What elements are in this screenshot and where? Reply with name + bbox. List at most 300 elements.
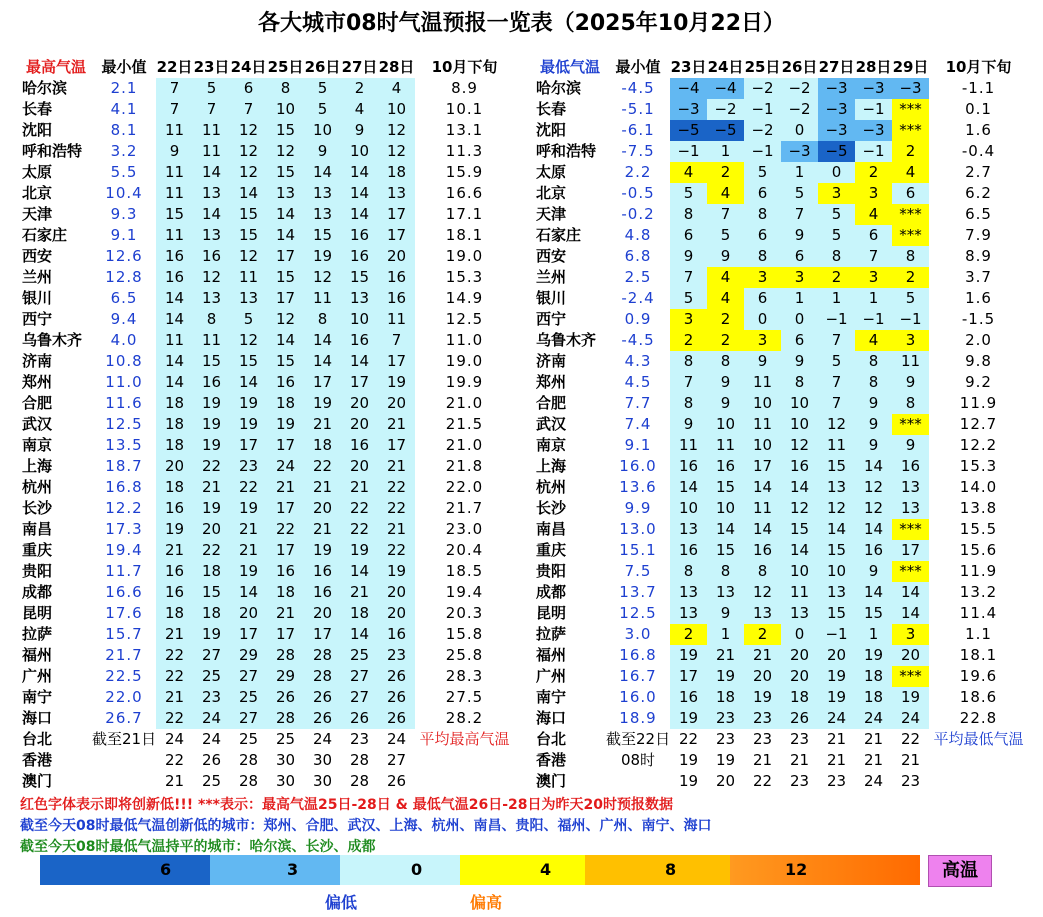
table-row: [534, 414, 1028, 435]
temp-cell: 22: [156, 645, 193, 666]
temp-cell: 22: [900, 730, 921, 748]
city-name: 兰州: [534, 267, 606, 288]
avg-value: [415, 771, 514, 792]
legend-low-word: 偏低: [325, 893, 358, 912]
temp-cell: 9: [707, 393, 744, 414]
temp-cell: 13: [193, 183, 230, 204]
temp-cell: −4: [670, 78, 707, 99]
column-header: 23日: [670, 58, 707, 76]
temp-cell: ***: [892, 519, 929, 540]
table-row: [534, 267, 1028, 288]
temp-cell: 3: [818, 183, 855, 204]
avg-value: 21.5: [445, 415, 484, 433]
temp-cell: 27: [230, 666, 267, 687]
table-row: [20, 351, 514, 372]
temp-cell: 22: [156, 666, 193, 687]
temp-cell: 10: [378, 99, 415, 120]
temp-cell: 8: [744, 246, 781, 267]
temp-cell: 3: [892, 330, 929, 351]
temp-cell: 16: [156, 267, 193, 288]
avg-value: 15.5: [959, 520, 998, 538]
temp-cell: 15: [855, 603, 892, 624]
legend-segment-light: [340, 855, 460, 885]
avg-value: 平均最高气温: [419, 730, 510, 748]
min-value: 12.8: [105, 268, 143, 286]
temp-cell: 9: [855, 393, 892, 414]
city-name: 西安: [20, 246, 92, 267]
temp-cell: 25: [230, 687, 267, 708]
temp-cell: 14: [744, 477, 781, 498]
temp-cell: 21: [707, 645, 744, 666]
temp-cell: −1: [855, 141, 892, 162]
temp-cell: 16: [744, 540, 781, 561]
city-name: 银川: [20, 288, 92, 309]
city-name: 济南: [534, 351, 606, 372]
city-name: 沈阳: [20, 120, 92, 141]
temp-cell: −2: [781, 78, 818, 99]
table-row: [20, 246, 514, 267]
table-header-row: [534, 57, 1028, 78]
min-value: 5.5: [110, 163, 138, 181]
temp-cell: 9: [855, 561, 892, 582]
temp-cell: 16: [341, 435, 378, 456]
temp-cell: 15: [156, 204, 193, 225]
footnote-new-low-cities: 截至今天08时最低气温创新低的城市：郑州、合肥、武汉、上海、杭州、南昌、贵阳、福州、广州、南宁、海口: [20, 818, 712, 834]
temp-cell: 15: [230, 225, 267, 246]
avg-value: 21.7: [445, 499, 484, 517]
temp-cell: 22: [378, 498, 415, 519]
temp-cell: 12: [267, 141, 304, 162]
table-row: [534, 477, 1028, 498]
temp-cell: 21: [230, 540, 267, 561]
temp-cell: 20: [378, 603, 415, 624]
column-header: 29日: [892, 58, 929, 76]
temp-cell: −5: [818, 141, 855, 162]
temp-cell: 22: [752, 772, 773, 790]
min-value: 2.2: [624, 163, 652, 181]
temp-cell: 7: [156, 99, 193, 120]
min-value: -0.5: [621, 184, 655, 202]
city-name: 香港: [20, 750, 92, 771]
temp-cell: 14: [341, 162, 378, 183]
legend-segment-orange: [585, 855, 730, 885]
min-value: 2.1: [110, 79, 138, 97]
temp-cell: 25: [341, 645, 378, 666]
min-value: 9.1: [110, 226, 138, 244]
temp-cell: 27: [341, 687, 378, 708]
temp-cell: 14: [707, 519, 744, 540]
temp-cell: 28: [349, 751, 370, 769]
temp-cell: 1: [781, 162, 818, 183]
temp-cell: 20: [304, 498, 341, 519]
temp-cell: 28: [304, 666, 341, 687]
temp-cell: −1: [744, 141, 781, 162]
temp-cell: 21: [826, 730, 847, 748]
temp-cell: 9: [707, 603, 744, 624]
temp-cell: 24: [267, 456, 304, 477]
temp-cell: 10: [670, 498, 707, 519]
temp-cell: 10: [781, 414, 818, 435]
temp-cell: 21: [752, 751, 773, 769]
avg-value: 27.5: [445, 688, 484, 706]
temp-cell: 10: [744, 393, 781, 414]
min-value: 3.0: [624, 625, 652, 643]
temp-cell: ***: [892, 99, 929, 120]
temp-cell: 18: [304, 435, 341, 456]
temp-cell: 16: [707, 456, 744, 477]
column-header: 28日: [378, 58, 415, 76]
city-name: 南宁: [20, 687, 92, 708]
table-row: [20, 750, 514, 771]
temp-cell: 13: [267, 183, 304, 204]
avg-value: 28.3: [445, 667, 484, 685]
table-row: [20, 519, 514, 540]
temp-cell: 28: [267, 708, 304, 729]
temp-cell: 17: [304, 624, 341, 645]
min-value: 13.7: [619, 583, 657, 601]
temp-cell: 21: [744, 645, 781, 666]
city-name: 南京: [534, 435, 606, 456]
temp-cell: 14: [818, 519, 855, 540]
temp-cell: −1: [855, 309, 892, 330]
temp-cell: ***: [892, 204, 929, 225]
temp-cell: 2: [670, 330, 707, 351]
table-header-row: [20, 57, 514, 78]
min-value: 22.5: [105, 667, 143, 685]
temp-cell: 16: [378, 624, 415, 645]
temp-cell: 14: [267, 330, 304, 351]
temp-cell: 15: [230, 351, 267, 372]
temp-cell: 14: [341, 204, 378, 225]
column-header: 最小值: [615, 58, 661, 76]
temp-cell: −1: [892, 309, 929, 330]
temp-cell: 18: [267, 582, 304, 603]
temp-cell: 17: [267, 498, 304, 519]
avg-value: 19.9: [445, 373, 484, 391]
temp-cell: 13: [193, 225, 230, 246]
temp-cell: 24: [312, 730, 333, 748]
temp-cell: 10: [341, 141, 378, 162]
temp-cell: −1: [670, 141, 707, 162]
avg-value: 2.0: [965, 331, 992, 349]
temp-cell: ***: [892, 120, 929, 141]
temp-cell: 5: [193, 78, 230, 99]
temp-cell: 7: [670, 372, 707, 393]
avg-value: 20.3: [445, 604, 484, 622]
avg-value: 18.1: [959, 646, 998, 664]
temp-cell: 14: [267, 204, 304, 225]
avg-value: 19.0: [445, 352, 484, 370]
temp-cell: 14: [781, 540, 818, 561]
temp-cell: 3: [744, 330, 781, 351]
city-name: 长沙: [20, 498, 92, 519]
avg-value: 0.1: [965, 100, 992, 118]
temp-cell: 2: [670, 624, 707, 645]
temp-cell: 5: [670, 288, 707, 309]
temp-cell: 5: [304, 78, 341, 99]
temp-cell: 7: [818, 393, 855, 414]
temp-cell: 26: [304, 687, 341, 708]
table-row: [20, 771, 514, 792]
temp-cell: 13: [230, 288, 267, 309]
temp-cell: 20: [378, 393, 415, 414]
temp-cell: 19: [193, 624, 230, 645]
column-header: 10月下旬: [431, 58, 498, 76]
temp-cell: 21: [156, 624, 193, 645]
temp-cell: 17: [378, 435, 415, 456]
temp-cell: 2: [744, 624, 781, 645]
city-name: 上海: [534, 456, 606, 477]
temp-cell: 18: [156, 414, 193, 435]
temp-cell: 11: [193, 330, 230, 351]
temp-cell: 9: [781, 225, 818, 246]
city-name: 太原: [20, 162, 92, 183]
temp-cell: 15: [707, 540, 744, 561]
table-row: [534, 141, 1028, 162]
temp-cell: −3: [855, 120, 892, 141]
min-value: 9.9: [624, 499, 652, 517]
temp-cell: 12: [378, 120, 415, 141]
temp-cell: 15: [230, 204, 267, 225]
column-header: 26日: [781, 58, 818, 76]
temp-cell: 19: [855, 645, 892, 666]
low-temp-table: [534, 57, 1028, 792]
city-name: 长沙: [534, 498, 606, 519]
table-row: [534, 435, 1028, 456]
temp-cell: 26: [378, 708, 415, 729]
column-header: 22日: [156, 58, 193, 76]
city-name: 郑州: [534, 372, 606, 393]
temp-cell: 16: [855, 540, 892, 561]
temp-cell: 18: [781, 687, 818, 708]
city-name: 北京: [20, 183, 92, 204]
temp-cell: 24: [193, 708, 230, 729]
city-name: 广州: [534, 666, 606, 687]
avg-value: 14.9: [445, 289, 484, 307]
temp-cell: 19: [156, 519, 193, 540]
temp-cell: 17: [378, 225, 415, 246]
city-name: 北京: [534, 183, 606, 204]
min-value: 19.4: [105, 541, 143, 559]
min-value: 4.0: [110, 331, 138, 349]
temp-cell: 8: [670, 393, 707, 414]
temp-cell: 20: [715, 772, 736, 790]
city-name: 济南: [20, 351, 92, 372]
temp-cell: 19: [670, 645, 707, 666]
temp-cell: 4: [855, 204, 892, 225]
temp-cell: 21: [164, 772, 185, 790]
temp-cell: 14: [156, 372, 193, 393]
temp-cell: 8: [193, 309, 230, 330]
legend-number: 3: [287, 860, 299, 879]
temp-cell: 8: [855, 351, 892, 372]
city-name: 成都: [534, 582, 606, 603]
temp-cell: 16: [193, 372, 230, 393]
temp-cell: 18: [707, 687, 744, 708]
temp-cell: 23: [193, 687, 230, 708]
temp-cell: 27: [341, 666, 378, 687]
temp-cell: 7: [781, 204, 818, 225]
temp-cell: 19: [230, 561, 267, 582]
temp-cell: 17: [267, 435, 304, 456]
min-value: 3.2: [110, 142, 138, 160]
temp-cell: 21: [863, 751, 884, 769]
temp-cell: 2: [892, 267, 929, 288]
avg-value: 2.7: [965, 163, 992, 181]
temp-cell: 11: [744, 372, 781, 393]
temp-cell: 18: [156, 603, 193, 624]
city-name: 海口: [534, 708, 606, 729]
city-name: 天津: [534, 204, 606, 225]
avg-value: 15.3: [445, 268, 484, 286]
temp-cell: 15: [304, 225, 341, 246]
temp-cell: 28: [349, 772, 370, 790]
temp-cell: 7: [378, 330, 415, 351]
avg-value: 16.6: [445, 184, 484, 202]
temp-cell: 25: [201, 772, 222, 790]
avg-value: 12.5: [445, 310, 484, 328]
temp-cell: 12: [818, 498, 855, 519]
temp-cell: 26: [781, 708, 818, 729]
city-name: 武汉: [20, 414, 92, 435]
temp-cell: ***: [892, 414, 929, 435]
temp-cell: 19: [892, 687, 929, 708]
temp-cell: 22: [230, 477, 267, 498]
min-value: 18.9: [619, 709, 657, 727]
city-name: 昆明: [534, 603, 606, 624]
min-value: 7.5: [624, 562, 652, 580]
footnote-equal-low-cities: 截至今天08时最低气温持平的城市：哈尔滨、长沙、成都: [20, 839, 376, 855]
temp-cell: 11: [156, 162, 193, 183]
legend-number: 4: [540, 860, 552, 879]
temp-cell: 7: [193, 99, 230, 120]
temp-cell: 10: [744, 435, 781, 456]
temp-cell: 11: [230, 267, 267, 288]
min-value: -4.5: [621, 331, 655, 349]
temp-cell: 0: [781, 624, 818, 645]
avg-value: 23.0: [445, 520, 484, 538]
temp-cell: 12: [855, 498, 892, 519]
temp-cell: 20: [781, 645, 818, 666]
avg-value: 10.1: [445, 100, 484, 118]
temp-cell: 16: [304, 561, 341, 582]
temp-cell: 22: [156, 708, 193, 729]
min-value: -4.5: [621, 79, 655, 97]
avg-value: 28.2: [445, 709, 484, 727]
temp-cell: 24: [818, 708, 855, 729]
temp-cell: 12: [230, 141, 267, 162]
city-name: 拉萨: [534, 624, 606, 645]
temp-cell: 8: [707, 351, 744, 372]
min-value: 13.6: [619, 478, 657, 496]
avg-value: 22.8: [959, 709, 998, 727]
temp-cell: 3: [855, 267, 892, 288]
temp-cell: 20: [892, 645, 929, 666]
temp-cell: 9: [341, 120, 378, 141]
temp-cell: 12: [855, 477, 892, 498]
temp-cell: 12: [744, 582, 781, 603]
temp-cell: 14: [341, 351, 378, 372]
avg-value: 1.1: [965, 625, 992, 643]
temp-cell: 10: [781, 393, 818, 414]
temp-cell: 15: [781, 519, 818, 540]
temp-cell: 12: [267, 309, 304, 330]
temp-cell: 14: [230, 582, 267, 603]
temp-cell: 16: [341, 246, 378, 267]
temp-cell: 26: [378, 687, 415, 708]
temp-cell: ***: [892, 666, 929, 687]
min-value: 9.4: [110, 310, 138, 328]
temp-cell: 26: [304, 708, 341, 729]
table-row: [20, 477, 514, 498]
min-value: -6.1: [621, 121, 655, 139]
temp-cell: 14: [193, 204, 230, 225]
table-row: [20, 414, 514, 435]
temp-cell: 20: [378, 246, 415, 267]
column-header: 27日: [341, 58, 378, 76]
temp-cell: 15: [341, 267, 378, 288]
temp-cell: 23: [826, 772, 847, 790]
avg-value: 15.9: [445, 163, 484, 181]
temp-cell: 14: [267, 225, 304, 246]
avg-value: 19.4: [445, 583, 484, 601]
avg-value: 19.0: [445, 247, 484, 265]
temp-cell: 5: [781, 183, 818, 204]
table-row: [20, 708, 514, 729]
temp-cell: 8: [670, 204, 707, 225]
temp-cell: 28: [238, 772, 259, 790]
temp-cell: −3: [670, 99, 707, 120]
temp-cell: 14: [156, 288, 193, 309]
temp-cell: 30: [312, 772, 333, 790]
temp-cell: 16: [378, 267, 415, 288]
temp-cell: 7: [230, 99, 267, 120]
temp-cell: 21: [267, 477, 304, 498]
temp-cell: 21: [826, 751, 847, 769]
temp-cell: 9: [892, 435, 929, 456]
temp-cell: 11: [378, 309, 415, 330]
city-name: 广州: [20, 666, 92, 687]
temp-cell: 24: [892, 708, 929, 729]
temp-cell: 19: [341, 540, 378, 561]
temp-cell: 24: [855, 708, 892, 729]
temp-cell: 20: [744, 666, 781, 687]
city-name: 哈尔滨: [20, 78, 92, 99]
city-name: 沈阳: [534, 120, 606, 141]
avg-value: 13.2: [959, 583, 998, 601]
min-value: 11.7: [105, 562, 143, 580]
temp-cell: 12: [781, 498, 818, 519]
city-name: 重庆: [534, 540, 606, 561]
temp-cell: 14: [892, 603, 929, 624]
temp-cell: 0: [781, 309, 818, 330]
table-row: [20, 309, 514, 330]
temp-cell: 20: [230, 603, 267, 624]
city-name: 上海: [20, 456, 92, 477]
table-row: [20, 267, 514, 288]
avg-value: 22.0: [445, 478, 484, 496]
temp-cell: 26: [201, 751, 222, 769]
temp-cell: 23: [752, 730, 773, 748]
temp-cell: 11: [193, 120, 230, 141]
table-row: [534, 372, 1028, 393]
temp-cell: 15: [818, 603, 855, 624]
avg-value: 18.5: [445, 562, 484, 580]
avg-value: 15.3: [959, 457, 998, 475]
temp-cell: 5: [304, 99, 341, 120]
temp-cell: 17: [267, 246, 304, 267]
table-row: [534, 603, 1028, 624]
